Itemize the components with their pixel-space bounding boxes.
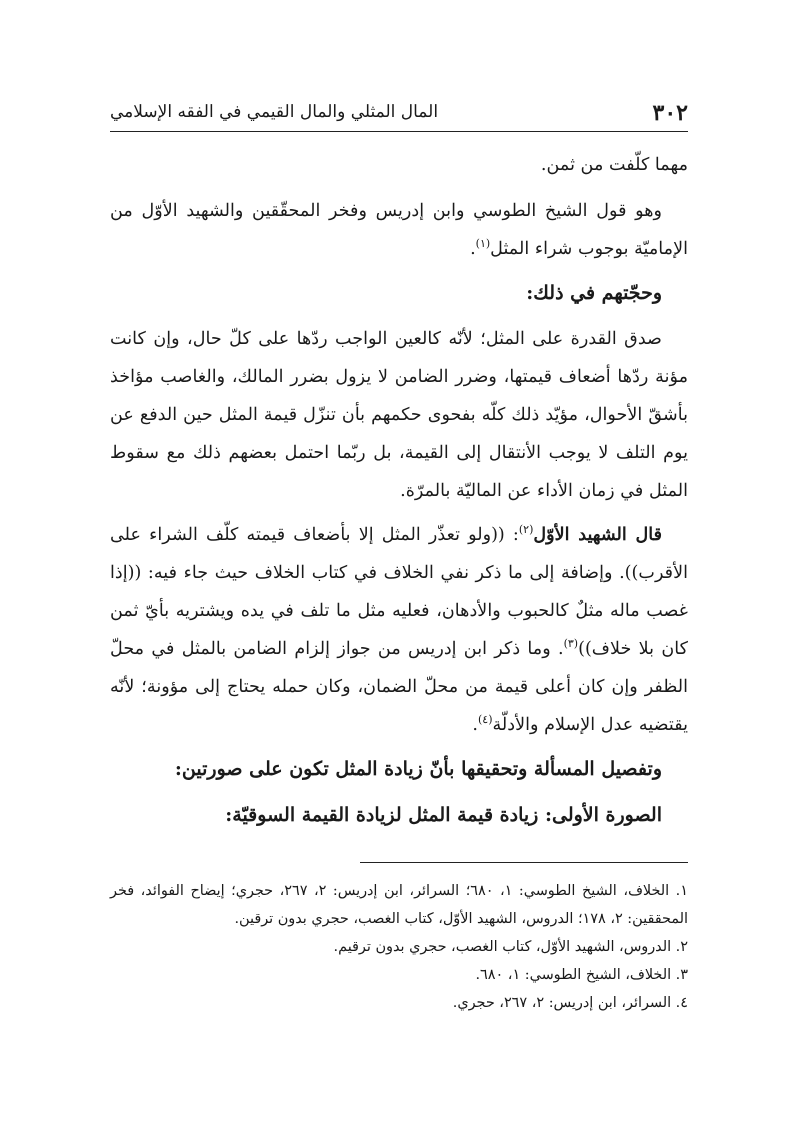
footnote-ref-2[interactable]: (٢) xyxy=(518,523,534,537)
section-heading-detail: وتفصيل المسألة وتحقيقها بأنّ زيادة المثل تكون على صورتين: xyxy=(174,758,662,780)
paragraph-opinion xyxy=(110,192,688,268)
page-number: ٣٠٢ xyxy=(652,100,688,126)
running-title: المال المثلي والمال القيمي في الفقه الإسلامي xyxy=(110,102,439,122)
page-header xyxy=(110,94,688,134)
footnote-ref-1[interactable]: (١) xyxy=(475,237,491,251)
quote-text-b: . وما ذكر ابن إدريس من جواز إلزام الضامن بالمثل في محلّ الظفر وإن كان أعلى قيمة من محلّ الضمان، وكان حمله يحتاج إلى مؤونة؛ لأنّه يقتضيه عدل الإسلام والأدلّة xyxy=(110,639,688,735)
paragraph-continuation: مهما كلّفت من ثمن. xyxy=(540,155,688,175)
paragraph-arguments: صدق القدرة على المثل؛ لأنّه كالعين الواجب ردّها على كلّ حال، وإن كانت مؤنة ردّها أضعاف قيمتها، وضرر الضامن لا يزول بضرر المالك، والغاصب مؤاخذ بأشقّ الأحوال، مؤيّد ذلك كلّه بفحوى حكمهم بأن تنزّل قيمة المثل حين الدفع عن يوم التلف لا يوجب الأنتقال إلى القيمة، بل ربّما احتمل بعضهم ذلك مع سقوط المثل في زمان الأداء عن الماليّة بالمرّة. xyxy=(110,329,688,501)
quote-text-a: : ((ولو تعذّر المثل إلا بأضعاف قيمته كلّف الشراء على الأقرب)). وإضافة إلى ما ذكر نفي الخلاف في كتاب الخلاف حيث جاء فيه: ((إذا غصب ماله مثلٌ كالحبوب والأدهان، فعليه مثل ما تلف في يده ويشتريه بأيّ ثمن كان بلا خلاف)) xyxy=(110,525,689,659)
body-text xyxy=(110,146,688,842)
paragraph-opinion-text: وهو قول الشيخ الطوسي وابن إدريس وفخر المحقّقين والشهيد الأوّل من الإماميّة بوجوب شراء المثل xyxy=(110,201,688,259)
header-rule xyxy=(110,131,688,132)
section-heading-arguments: وحجّتهم في ذلك: xyxy=(526,282,662,304)
footnotes xyxy=(110,877,688,1017)
footnote-1: ١. الخلاف، الشيخ الطوسي: ١، ٦٨٠؛ السرائر، ابن إدريس: ٢، ٢٦٧، حجري؛ إيضاح الفوائد، فخر المحققين: ٢، ١٧٨؛ الدروس، الشهيد الأوّل، كتاب الغصب، حجري بدون ترقين. xyxy=(110,883,688,927)
paragraph-shahid-quote xyxy=(110,516,688,744)
footnote-rule xyxy=(360,862,688,863)
footnote-ref-4[interactable]: (٤) xyxy=(477,713,493,727)
quote-lead: قال الشهيد الأوّل xyxy=(533,524,663,545)
footnote-4: ٤. السرائر، ابن إدريس: ٢، ٢٦٧، حجري. xyxy=(452,995,688,1011)
footnote-ref-3[interactable]: (٣) xyxy=(563,637,579,651)
footnote-2: ٢. الدروس، الشهيد الأوّل، كتاب الغصب، حجري بدون ترقيم. xyxy=(333,939,688,955)
paragraph-end-mark: . xyxy=(472,715,478,735)
footnote-3: ٣. الخلاف، الشيخ الطوسي: ١، ٦٨٠. xyxy=(475,967,688,983)
section-heading-first-case: الصورة الأولى: زيادة قيمة المثل لزيادة القيمة السوقيّة: xyxy=(225,804,662,826)
paragraph-end-mark: . xyxy=(470,239,476,259)
